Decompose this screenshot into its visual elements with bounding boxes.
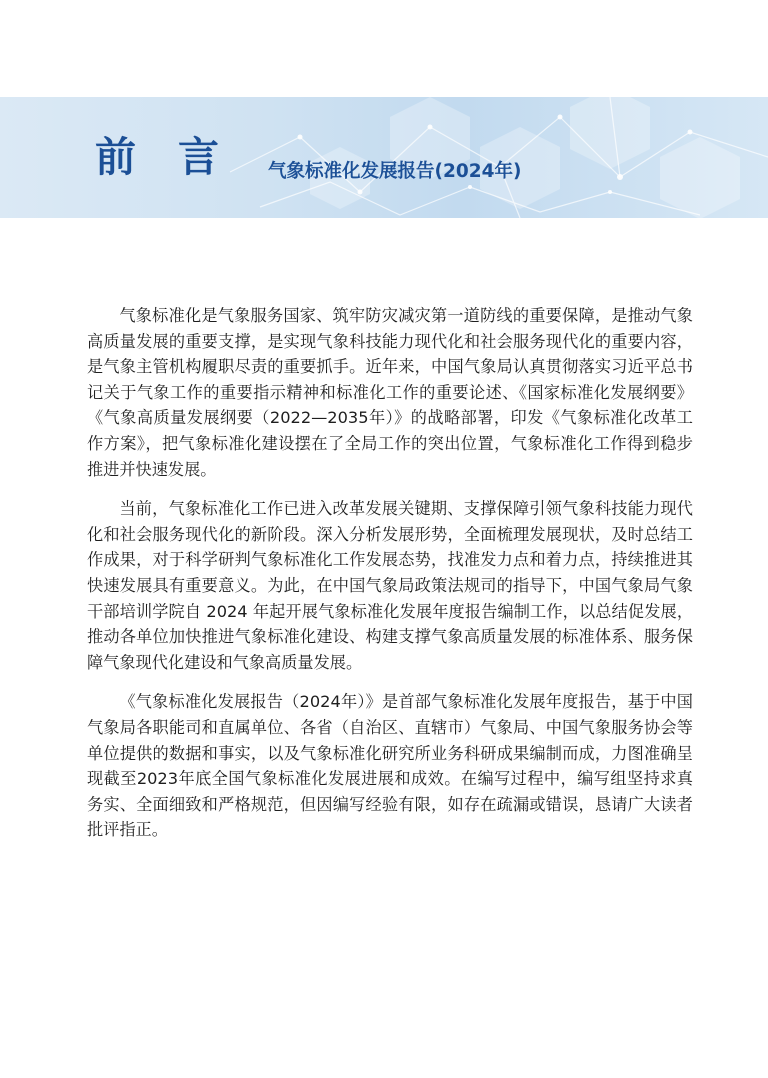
paragraph: 气象标准化是气象服务国家、筑牢防灾减灾第一道防线的重要保障，是推动气象高质量发展的重要支撑，是实现气象科技能力现代化和社会服务现代化的重要内容，是气象主管机构履职尽责的重要抓手。近年来，中国气象局认真贯彻落实习近平总书记关于气象工作的重要指示精神和标准化工作的重要论述、《国家标准化发展纲要》《气象高质量发展纲要（2022—2035年）》的战略部署，印发《气象标准化改革工作方案》，把气象标准化建设摆在了全局工作的突出位置，气象标准化工作得到稳步推进并快速发展。: [87, 306, 693, 479]
paragraph: 《气象标准化发展报告（2024年）》是首部气象标准化发展年度报告，基于中国气象局各职能司和直属单位、各省（自治区、直辖市）气象局、中国气象服务协会等单位提供的数据和事实，以及气象标准化研究所业务科研成果编制而成，力图准确呈现截至2023年底全国气象标准化发展进展和成效。在编写过程中，编写组坚持求真务实、全面细致和严格规范，但因编写经验有限，如存在疏漏或错误，恳请广大读者批评指正。: [87, 692, 693, 840]
preface-body: [87, 303, 693, 843]
paragraph: 当前，气象标准化工作已进入改革发展关键期、支撑保障引领气象科技能力现代化和社会服务现代化的新阶段。深入分析发展形势，全面梳理发展现状，及时总结工作成果，对于科学研判气象标准化工作发展态势，找准发力点和着力点，持续推进其快速发展具有重要意义。为此，在中国气象局政策法规司的指导下，中国气象局气象干部培训学院自 2024 年起开展气象标准化发展年度报告编制工作，以总结促发展，推动各单位加快推进气象标准化建设、构建支撑气象高质量发展的标准体系、服务保障气象现代化建设和气象高质量发展。: [87, 499, 693, 672]
page-title: 前言: [95, 133, 261, 181]
header-banner: [0, 97, 768, 218]
report-subtitle: 气象标准化发展报告(2024年): [268, 161, 522, 182]
